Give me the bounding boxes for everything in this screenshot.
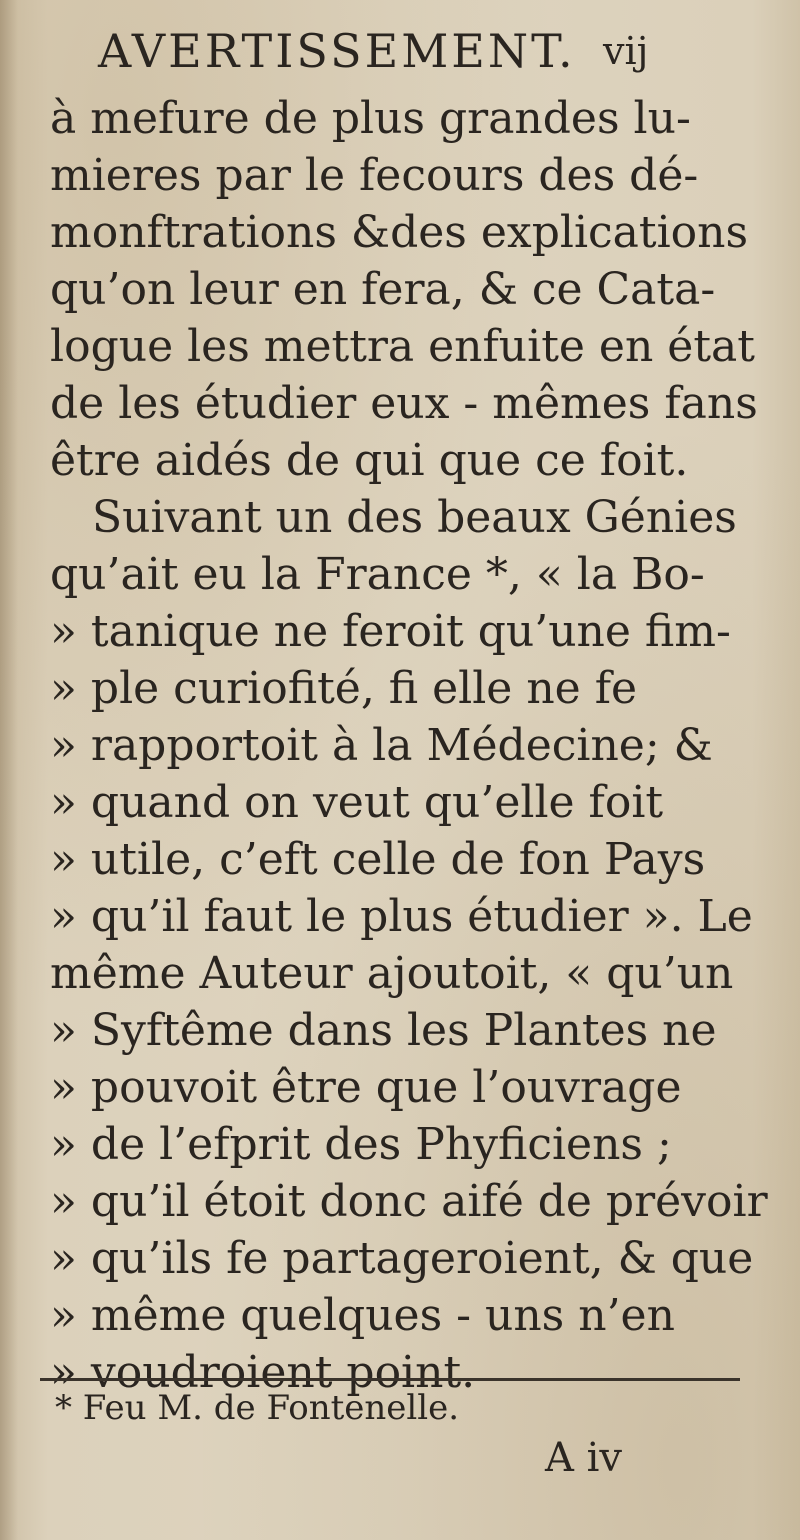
text-line: qu’on leur en fera, & ce Cata-	[50, 264, 716, 315]
text-line: qu’ait eu la France *, « la Bo-	[50, 549, 705, 600]
text-line: » ple curiofité, fi elle ne fe	[50, 663, 638, 714]
text-line: Suivant un des beaux Génies	[92, 492, 737, 543]
running-title: AVERTISSEMENT.	[98, 24, 576, 78]
text-line: » tanique ne feroit qu’une fim-	[50, 606, 731, 657]
text-line: » qu’il faut le plus étudier ». Le	[50, 891, 753, 942]
text-line: à mefure de plus grandes lu-	[50, 93, 691, 144]
text-line: » qu’il étoit donc aifé de prévoir	[50, 1176, 768, 1227]
footnote: * Feu M. de Fontenelle.	[55, 1388, 460, 1428]
page-number: vij	[603, 29, 649, 73]
text-line: » Syftême dans les Plantes ne	[50, 1005, 717, 1056]
text-line: être aidés de qui que ce foit.	[50, 435, 689, 486]
text-line: monftrations &des explications	[50, 207, 749, 258]
text-line: » qu’ils fe partageroient, & que	[50, 1233, 754, 1284]
text-line: mieres par le fecours des dé-	[50, 150, 699, 201]
text-line: » utile, c’eft celle de fon Pays	[50, 834, 706, 885]
text-line: » rapportoit à la Médecine; &	[50, 720, 713, 771]
footnote-divider	[40, 1378, 740, 1381]
text-line: » pouvoit être que l’ouvrage	[50, 1062, 682, 1113]
text-line: logue les mettra enfuite en état	[50, 321, 755, 372]
page-header	[98, 18, 698, 84]
text-line: » même quelques - uns n’en	[50, 1290, 675, 1341]
body-text	[40, 90, 780, 1401]
text-line: même Auteur ajoutoit, « qu’un	[50, 948, 734, 999]
text-line: » quand on veut qu’elle foit	[50, 777, 664, 828]
signature-mark: A iv	[545, 1435, 622, 1481]
text-line: de les étudier eux - mêmes fans	[50, 378, 758, 429]
text-line: » de l’efprit des Phyficiens ;	[50, 1119, 672, 1170]
text-line: » voudroient point.	[50, 1347, 476, 1398]
